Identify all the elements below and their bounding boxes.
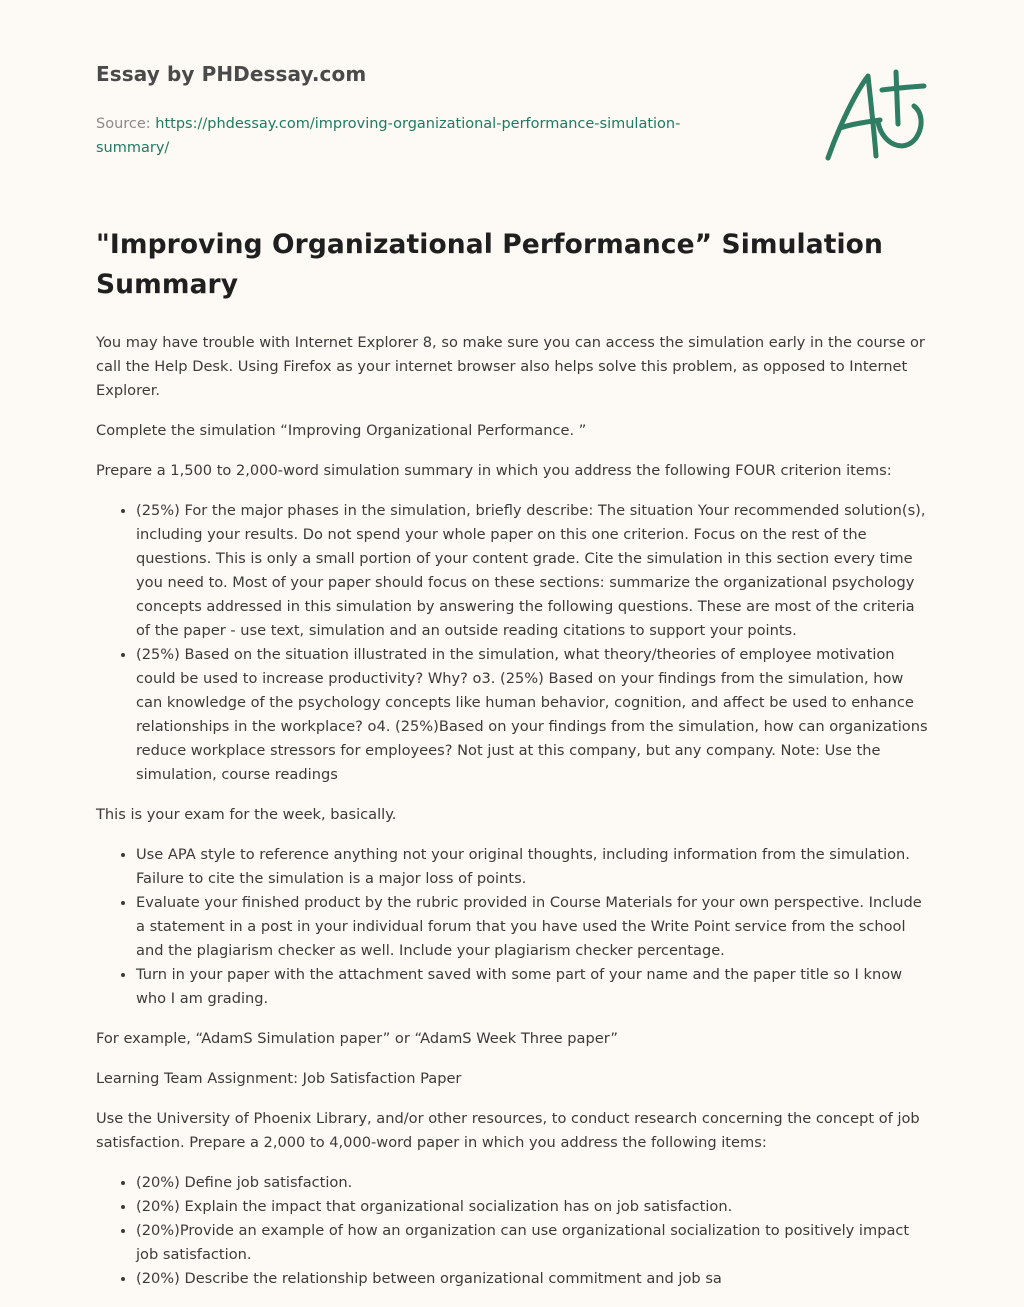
list-item: • (20%) Define job satisfaction. — [136, 1171, 928, 1195]
source-link[interactable]: https://phdessay.com/improving-organizational-performance-simulation-summary/ — [96, 116, 681, 156]
instructions-list — [96, 843, 928, 1011]
article — [96, 225, 928, 1307]
source-label: Source: — [96, 116, 156, 132]
list-item: • (20%) Describe the relationship between organizational commitment and job sa — [136, 1267, 928, 1291]
paragraph: Prepare a 1,500 to 2,000-word simulation summary in which you address the following FOUR criterion items: — [96, 462, 892, 479]
criteria-list — [96, 499, 928, 787]
list-item: • (20%) Explain the impact that organizational socialization has on job satisfaction. — [136, 1195, 928, 1219]
paragraph: You may have trouble with Internet Explorer 8, so make sure you can access the simulation early in the course or call the Help Desk. Using Firefox as your internet browser also helps solve this problem, as opposed to Internet Explorer. — [96, 334, 925, 399]
items-list — [96, 1171, 928, 1291]
list-item: • Turn in your paper with the attachment saved with some part of your name and the paper title so I know who I am grading. — [136, 963, 928, 1011]
page-header — [96, 62, 796, 160]
a-plus-logo — [818, 64, 934, 168]
list-item: • (20%)Provide an example of how an organization can use organizational socialization to positively impact job satisfaction. — [136, 1219, 928, 1267]
paragraph: This is your exam for the week, basically. — [96, 806, 397, 823]
list-item: • Use APA style to reference anything not your original thoughts, including information from the simulation. Failure to cite the simulation is a major loss of points. — [136, 843, 928, 891]
site-title: Essay by PHDessay.com — [96, 62, 367, 86]
paragraph: Use the University of Phoenix Library, and/or other resources, to conduct research concerning the concept of job satisfaction. Prepare a 2,000 to 4,000-word paper in which you address the following items: — [96, 1110, 920, 1151]
source-line — [96, 112, 716, 160]
paragraph: Complete the simulation “Improving Organizational Performance. ” — [96, 422, 587, 439]
paragraph: Learning Team Assignment: Job Satisfaction Paper — [96, 1070, 462, 1087]
list-item: • (25%) For the major phases in the simulation, briefly describe: The situation Your recommended solution(s), including your results. Do not spend your whole paper on this one criterion. Focus on the rest of the questions. This is only a small portion of your content grade. Cite the simulation in this section every time you need to. Most of your paper should focus on these sections: summarize the organizational psychology concepts addressed in this simulation by answering the following questions. These are most of the criteria of the paper - use text, simulation and an outside reading citations to support your points. — [136, 499, 928, 643]
list-item: • Evaluate your finished product by the rubric provided in Course Materials for your own perspective. Include a statement in a post in your individual forum that you have used the Write Point service from the school and the plagiarism checker as well. Include your plagiarism checker percentage. — [136, 891, 928, 963]
paragraph: For example, “AdamS Simulation paper” or “AdamS Week Three paper” — [96, 1030, 618, 1047]
article-title: "Improving Organizational Performance” Simulation Summary — [96, 229, 883, 300]
list-item: • (25%) Based on the situation illustrated in the simulation, what theory/theories of employee motivation could be used to increase productivity? Why? o3. (25%) Based on your findings from the simulation, how can knowledge of the psychology concepts like human behavior, cognition, and affect be used to enhance relationships in the workplace? o4. (25%)Based on your findings from the simulation, how can organizations reduce workplace stressors for employees? Not just at this company, but any company. Note: Use the simulation, course readings — [136, 643, 928, 787]
